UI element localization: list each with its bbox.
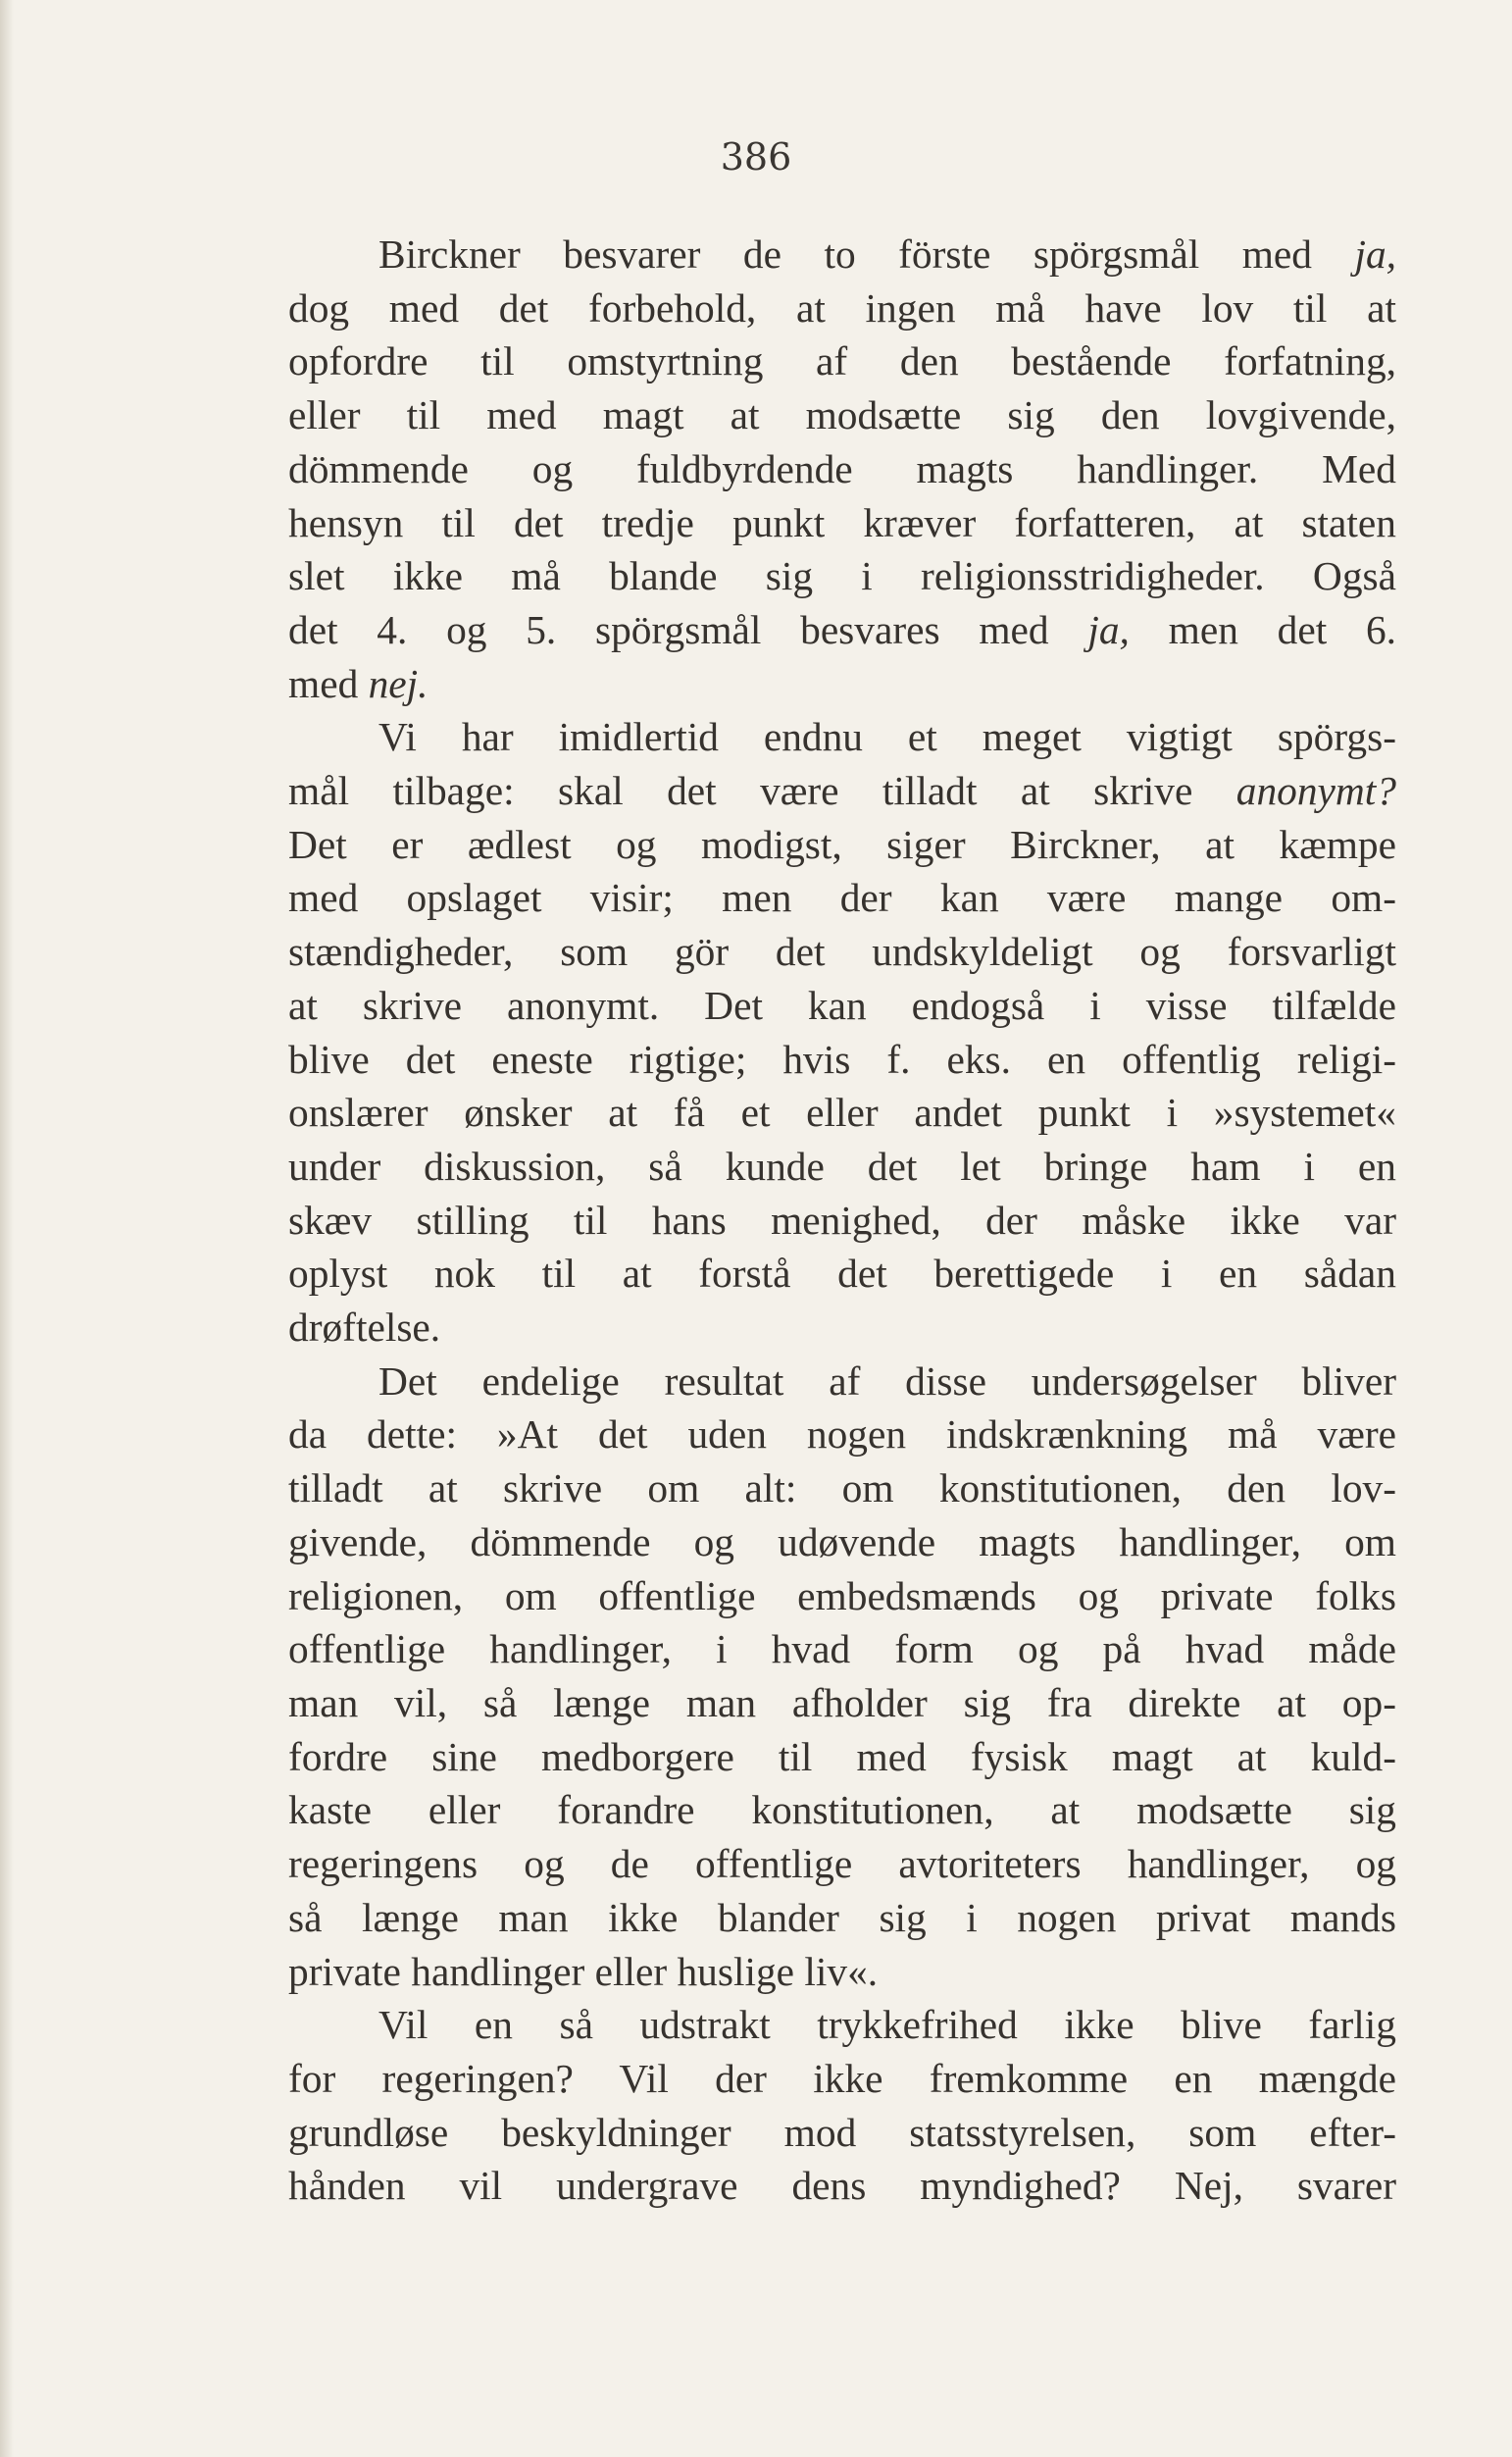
paragraph: [288, 1355, 1396, 1998]
text-run: med: [288, 660, 369, 706]
text-line: [288, 1837, 1396, 1891]
text-line: [288, 925, 1396, 979]
text-run: under diskussion, så kunde det let bringe ham i en: [288, 1143, 1396, 1189]
text-line: [288, 818, 1396, 872]
text-run: grundløse beskyldninger mod statsstyrelsen, som efter-: [288, 2109, 1396, 2155]
text-line: [288, 1086, 1396, 1140]
text-run: Det er ædlest og modigst, siger Birckner, at kæmpe: [288, 821, 1396, 867]
text-run: regeringens og de offentlige avtoriteters handlinger, og: [288, 1841, 1396, 1887]
text-line: [288, 2052, 1396, 2106]
paragraph: [288, 1998, 1396, 2213]
text-line: [288, 1891, 1396, 1945]
paragraph: [288, 710, 1396, 1354]
text-line: [288, 442, 1396, 496]
text-line: [288, 1247, 1396, 1301]
text-line: [288, 1622, 1396, 1676]
text-run: med opslaget visir; men der kan være mange om-: [288, 875, 1396, 921]
text-line: [288, 1461, 1396, 1515]
text-line: [288, 1355, 1396, 1408]
text-run: offentlige handlinger, i hvad form og på hvad måde: [288, 1626, 1396, 1672]
text-run: oplyst nok til at forstå det berettigede i en sådan: [288, 1251, 1396, 1297]
text-run: det 4. og 5. spörgsmål besvares med: [288, 606, 1088, 652]
text-run: så længe man ikke blander sig i nogen privat mands: [288, 1894, 1396, 1940]
text-line: [288, 1730, 1396, 1784]
text-run: drøftelse.: [288, 1305, 441, 1351]
text-run: fordre sine medborgere til med fysisk magt at kuld-: [288, 1733, 1396, 1779]
text-run: eller til med magt at modsætte sig den lovgivende,: [288, 392, 1396, 438]
text-run: da dette: »At det uden nogen indskrænkning må være: [288, 1411, 1396, 1458]
text-run: stændigheder, som gör det undskyldeligt og forsvarligt: [288, 929, 1396, 975]
text-line: [288, 1194, 1396, 1248]
text-run: Vil en så udstrakt trykkefrihed ikke blive farlig: [378, 2002, 1396, 2048]
text-run: tilladt at skrive om alt: om konstitutionen, den lov-: [288, 1465, 1396, 1511]
text-run: kaste eller forandre konstitutionen, at modsætte sig: [288, 1787, 1396, 1833]
text-run: mål tilbage: skal det være tilladt at skrive: [288, 768, 1236, 814]
page-number: 386: [720, 135, 792, 179]
text-run: hensyn til det tredje punkt kræver forfatteren, at staten: [288, 499, 1396, 545]
paragraph: [288, 228, 1396, 710]
text-run: opfordre til omstyrtning af den bestående forfatning,: [288, 338, 1396, 384]
text-run: blive det eneste rigtige; hvis f. eks. en offentlig religi-: [288, 1036, 1396, 1082]
page-edge-shadow: [0, 0, 14, 2457]
text-line: [288, 228, 1396, 282]
text-line: [288, 549, 1396, 603]
text-run: at skrive anonymt. Det kan endogså i visse tilfælde: [288, 982, 1396, 1028]
text-run: dömmende og fuldbyrdende magts handlinger. Med: [288, 445, 1396, 491]
text-line: [288, 1676, 1396, 1730]
text-run: hånden vil undergrave dens myndighed? Nej, svarer: [288, 2163, 1396, 2209]
text-line: [288, 2159, 1396, 2213]
text-line: [288, 657, 1396, 711]
text-line: [288, 603, 1396, 657]
text-run: givende, dömmende og udøvende magts handlinger, om: [288, 1518, 1396, 1564]
text-run: dog med det forbehold, at ingen må have lov til at: [288, 284, 1396, 331]
text-run: slet ikke må blande sig i religionsstridigheder. Også: [288, 553, 1396, 599]
text-line: [288, 2106, 1396, 2160]
text-line: [288, 979, 1396, 1033]
text-line: [288, 1140, 1396, 1194]
text-line: [288, 871, 1396, 925]
text-line: [288, 1569, 1396, 1623]
text-line: [288, 710, 1396, 764]
text-line: [288, 496, 1396, 550]
text-run: Birckner besvarer de to förste spörgsmål med: [378, 231, 1355, 277]
text-line: [288, 1301, 1396, 1355]
italic-text-run: nej.: [368, 660, 428, 706]
text-run: religionen, om offentlige embedsmænds og private folks: [288, 1572, 1396, 1618]
text-run: Det endelige resultat af disse undersøgelser bliver: [378, 1357, 1396, 1404]
italic-text-run: ja,: [1354, 231, 1396, 277]
text-run: for regeringen? Vil der ikke fremkomme en mængde: [288, 2055, 1396, 2101]
text-run: onslærer ønsker at få et eller andet punkt i »systemet«: [288, 1090, 1396, 1136]
body-text: [288, 228, 1396, 2213]
text-line: [288, 282, 1396, 335]
text-run: man vil, så længe man afholder sig fra direkte at op-: [288, 1679, 1396, 1725]
italic-text-run: anonymt?: [1235, 768, 1396, 814]
text-line: [288, 1945, 1396, 1999]
text-line: [288, 1998, 1396, 2052]
text-line: [288, 1408, 1396, 1461]
text-run: private handlinger eller huslige liv«.: [288, 1948, 879, 1994]
italic-text-run: ja,: [1087, 606, 1130, 652]
text-line: [288, 334, 1396, 388]
text-run: men det 6.: [1129, 606, 1396, 652]
text-run: Vi har imidlertid endnu et meget vigtigt spörgs-: [378, 714, 1396, 760]
text-line: [288, 388, 1396, 442]
text-line: [288, 1033, 1396, 1087]
text-line: [288, 764, 1396, 818]
text-line: [288, 1515, 1396, 1569]
text-line: [288, 1783, 1396, 1837]
text-run: skæv stilling til hans menighed, der måske ikke var: [288, 1197, 1396, 1243]
